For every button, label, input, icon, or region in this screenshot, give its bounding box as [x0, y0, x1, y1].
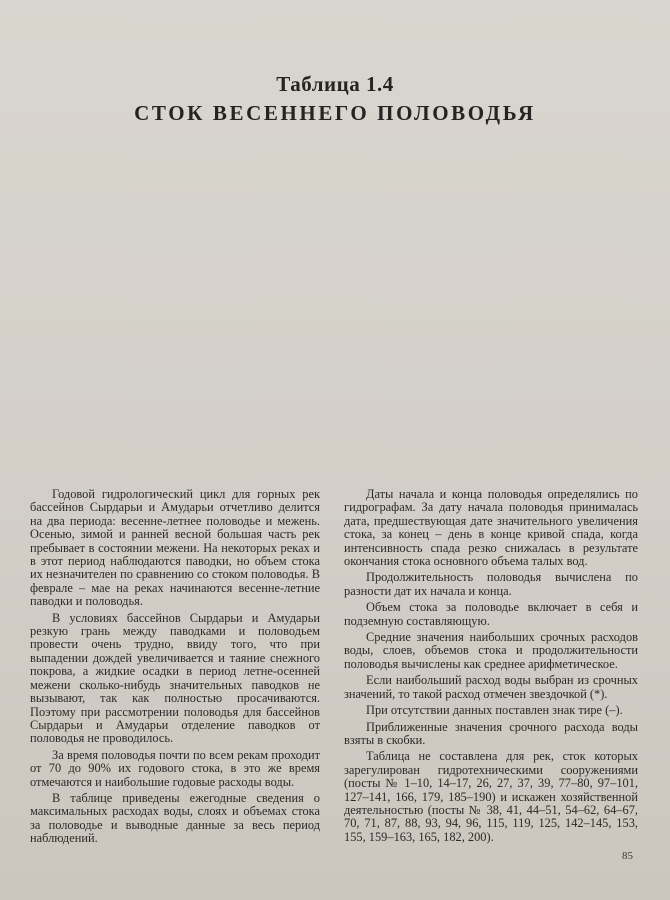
table-number: Таблица 1.4 [276, 72, 394, 96]
paragraph: Продолжительность половодья вычислена по разности дат их начала и конца. [344, 570, 638, 598]
left-text-column [30, 488, 320, 849]
paragraph: При отсутствии данных поставлен знак тире (–). [366, 703, 623, 718]
title-block [0, 72, 670, 126]
paragraph: Годовой гидрологический цикл для горных рек бассейнов Сырдарьи и Амударьи отчетливо делится на два периода: весенне-летнее половодье и межень. Осенью, зимой и ранней весной большая часть рек пребывает в состоянии межени. На некоторых реках и в этот период наблюдаются паводки, но объем стока их незначителен по сравнению со стоком половодья. В феврале – мае на реках начинаются весенне-летние паводки и половодья. [30, 487, 320, 609]
paragraph: Таблица не составлена для рек, сток которых зарегулирован гидротехническими сооружениями (посты № 1–10, 14–17, 26, 27, 37, 39, 77–80, 97–101, 127–141, 166, 179, 185–190) и искажен хозяйственной деятельностью (посты № 38, 41, 44–51, 54–62, 64–67, 70, 71, 87, 88, 93, 94, 96, 115, 119, 125, 142–145, 153, 155, 159–163, 165, 182, 200). [344, 749, 638, 844]
paragraph: В условиях бассейнов Сырдарьи и Амударьи резкую грань между паводками и половодьем провести очень трудно, ввиду того, что при выпадении дождей увеличивается и таяние снежного покрова, а жидкие осадки в период летне-осенней межени сколько-нибудь значительных паводков не вызывают, так как полностью просачиваются. Поэтому при рассмотрении половодья для бассейнов Сырдарьи и Амударьи отделение паводков от половодья не проводилось. [30, 610, 320, 746]
paragraph: Средние значения наибольших срочных расходов воды, слоев, объемов стока и продолжительности половодья вычислены как среднее арифметическое. [344, 630, 638, 671]
page-number: 85 [622, 850, 633, 862]
table-heading: СТОК ВЕСЕННЕГО ПОЛОВОДЬЯ [134, 101, 536, 125]
right-text-column [344, 488, 638, 847]
paragraph: Даты начала и конца половодья определялись по гидрографам. За дату начала половодья принималась дата, предшествующая дате значительного увеличения стока, за конец – день в конце кривой спада, когда интенсивность спада резко снижалась в результате окончания стока основного объема талых вод. [344, 487, 638, 569]
paragraph: Объем стока за половодье включает в себя и подземную составляющую. [344, 600, 638, 628]
paragraph: За время половодья почти по всем рекам проходит от 70 до 90% их годового стока, в это же время отмечаются и наибольшие годовые расходы воды. [30, 747, 320, 789]
paragraph: Приближенные значения срочного расхода воды взяты в скобки. [344, 719, 638, 747]
paragraph: Если наибольший расход воды выбран из срочных значений, то такой расход отмечен звездочкой (*). [344, 673, 638, 701]
paragraph: В таблице приведены ежегодные сведения о максимальных расходах воды, слоях и объемах стока за половодье и выводные данные за весь период наблюдений. [30, 790, 320, 846]
